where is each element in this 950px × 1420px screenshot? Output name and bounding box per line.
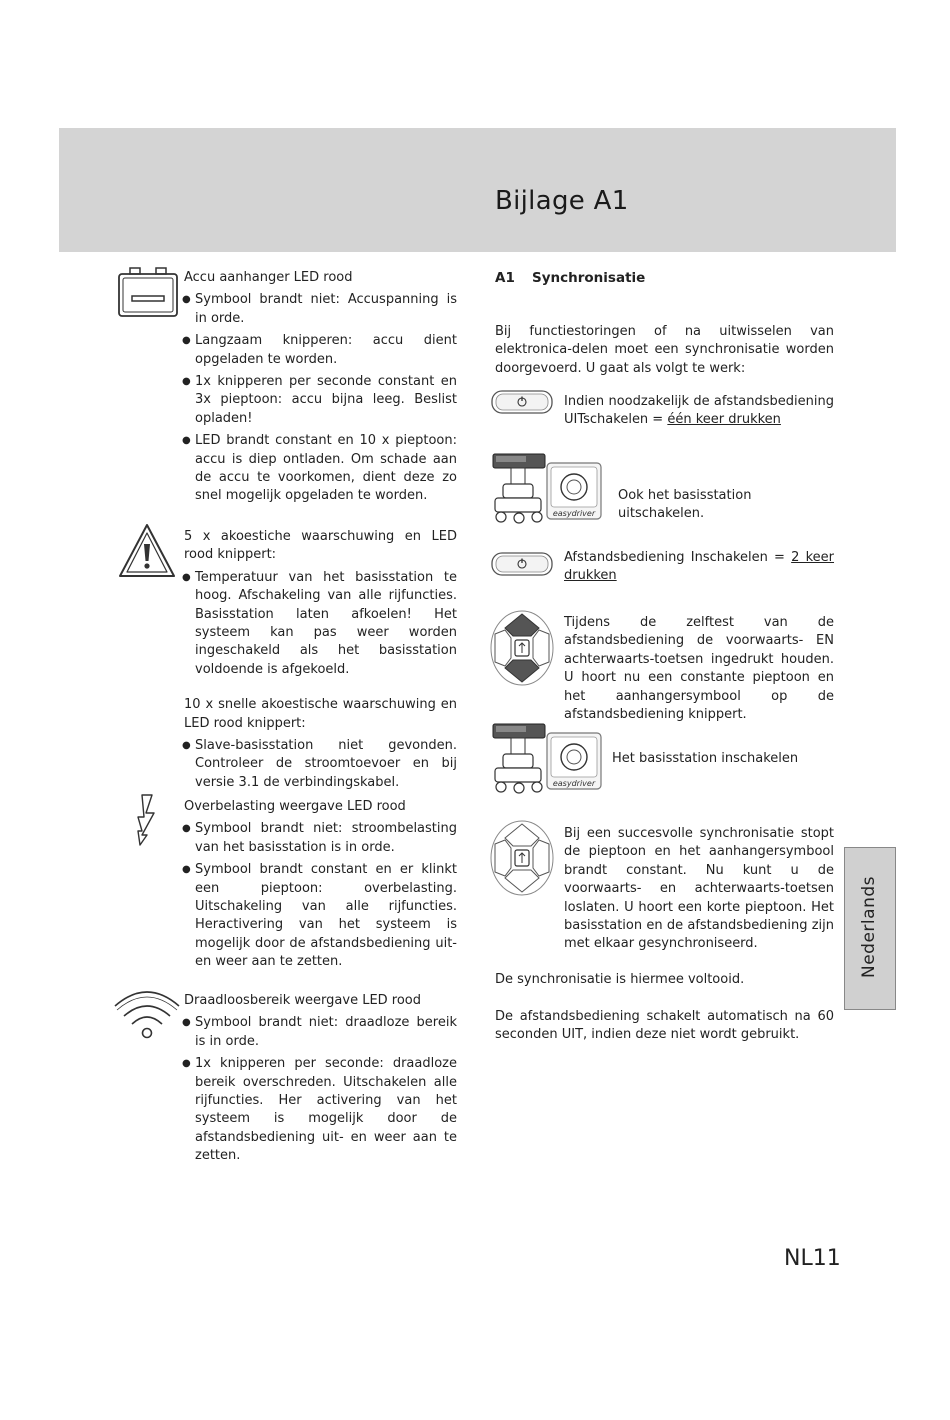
list-item: ● Symbool brandt niet: Accuspanning is in orde. <box>184 291 457 328</box>
wireless-icon <box>112 986 182 1042</box>
warning-heading-2: 10 x snelle akoestische waarschuwing en LED rood knippert: <box>184 697 457 731</box>
wireless-heading: Draadloosbereik weergave LED rood <box>184 993 422 1008</box>
wireless-section <box>184 992 457 1170</box>
remote-power-button-icon <box>491 389 553 415</box>
basestation-switch-icon <box>489 720 603 800</box>
list-item: ● Symbool brandt niet: stroombelasting van het basisstation is in orde. <box>184 820 457 857</box>
warning-section <box>184 528 457 796</box>
list-item: ● Symbool brandt niet: draadloze bereik is in orde. <box>184 1014 457 1051</box>
section-title: Synchronisatie <box>532 270 646 286</box>
step-3-label: Afstandsbediening Inschakelen = <box>564 550 792 565</box>
list-item: ● LED brandt constant en 10 x pieptoon: accu is diep ontladen. Om schade aan de accu te voorkomen, dient deze zo snel mogelijk opgeladen te worden. <box>184 432 457 506</box>
list-item: ● Symbool brandt constant en er klinkt een pieptoon: overbelasting. Uitschakeling van alle rijfuncties. Heractivering van het systeem is mogelijk door de afstandsbediening uit- en weer aan te zetten. <box>184 861 457 971</box>
step-1-label: Indien noodzakelijk de afstandsbediening UITschakelen = <box>564 394 834 428</box>
battery-section <box>184 269 457 510</box>
device-label: easydriver <box>552 509 596 518</box>
page-title: Bijlage A1 <box>495 186 629 216</box>
list-item: ● Slave-basisstation niet gevonden. Controleer de stroomtoevoer en bij versie 3.1 de verbindingskabel. <box>184 737 457 792</box>
remote-dpad-icon <box>489 818 555 898</box>
battery-heading: Accu aanhanger LED rood <box>184 270 353 285</box>
warning-heading: 5 x akoestiche waarschuwing en LED rood knippert: <box>184 529 457 563</box>
step-5-text: Het basisstation inschakelen <box>612 751 799 766</box>
step-2-text: Ook het basisstation uitschakelen. <box>618 488 752 522</box>
list-item: ● 1x knipperen per seconde: draadloze bereik overschreden. Uitschakelen alle rijfuncties. Her activering van het systeem is mogelijk door de afstandsbediening uit- en weer aan te zetten. <box>184 1055 457 1165</box>
step-1-underline: één keer drukken <box>667 412 781 428</box>
step-4-text: Tijdens de zelftest van de afstandsbediening de voorwaarts- EN achterwaarts-toetsen ingedrukt houden. U hoort nu een constante pieptoon en het aanhangersymbool op de afstandsbediening knippert. <box>564 615 834 723</box>
remote-power-button-icon <box>491 551 553 577</box>
basestation-switch-icon <box>489 450 603 530</box>
list-item: ● Temperatuur van het basisstation te hoog. Afschakeling van alle rijfuncties. Basisstation laten afkoelen! Het systeem kan pas weer worden ingeschakeld als het basisstation voldoende is afgekoeld. <box>184 569 457 679</box>
section-heading <box>495 270 645 286</box>
auto-off-text: De afstandsbediening schakelt automatisch na 60 seconden UIT, indien deze niet wordt gebruikt. <box>495 1009 834 1043</box>
list-item: ● Langzaam knipperen: accu dient opgeladen te worden. <box>184 332 457 369</box>
intro-text: Bij functiestoringen of na uitwisselen van elektronica-delen moet een synchronisatie worden doorgevoerd. U gaat als volgt te werk: <box>495 324 834 376</box>
step-6-text: Bij een succesvolle synchronisatie stopt de pieptoon en het aanhangersymbool brandt constant. Nu kunt u de voorwaarts- en achterwaarts-toetsen loslaten. U hoort een korte pieptoon. Het basisstation en de afstandsbediening zijn met elkaar gesynchroniseerd. <box>564 826 834 952</box>
step-1-text <box>564 393 834 430</box>
battery-icon <box>117 266 179 318</box>
device-label: easydriver <box>552 779 596 788</box>
step-3-underline: 2 keer drukken <box>564 550 835 584</box>
page-number: NL11 <box>784 1246 841 1271</box>
step-3-text <box>564 549 834 586</box>
overload-heading: Overbelasting weergave LED rood <box>184 799 406 814</box>
remote-dpad-pressed-icon <box>489 608 555 688</box>
list-item: ● 1x knipperen per seconde constant en 3x pieptoon: accu bijna leeg. Beslist opladen! <box>184 373 457 428</box>
done-text: De synchronisatie is hiermee voltooid. <box>495 972 745 987</box>
warning-triangle-icon <box>117 522 177 580</box>
section-number: A1 <box>495 270 515 286</box>
overload-section <box>184 798 457 976</box>
header-band <box>59 128 896 252</box>
language-tab-label: Nederlands <box>859 876 879 978</box>
lightning-icon <box>133 793 159 847</box>
